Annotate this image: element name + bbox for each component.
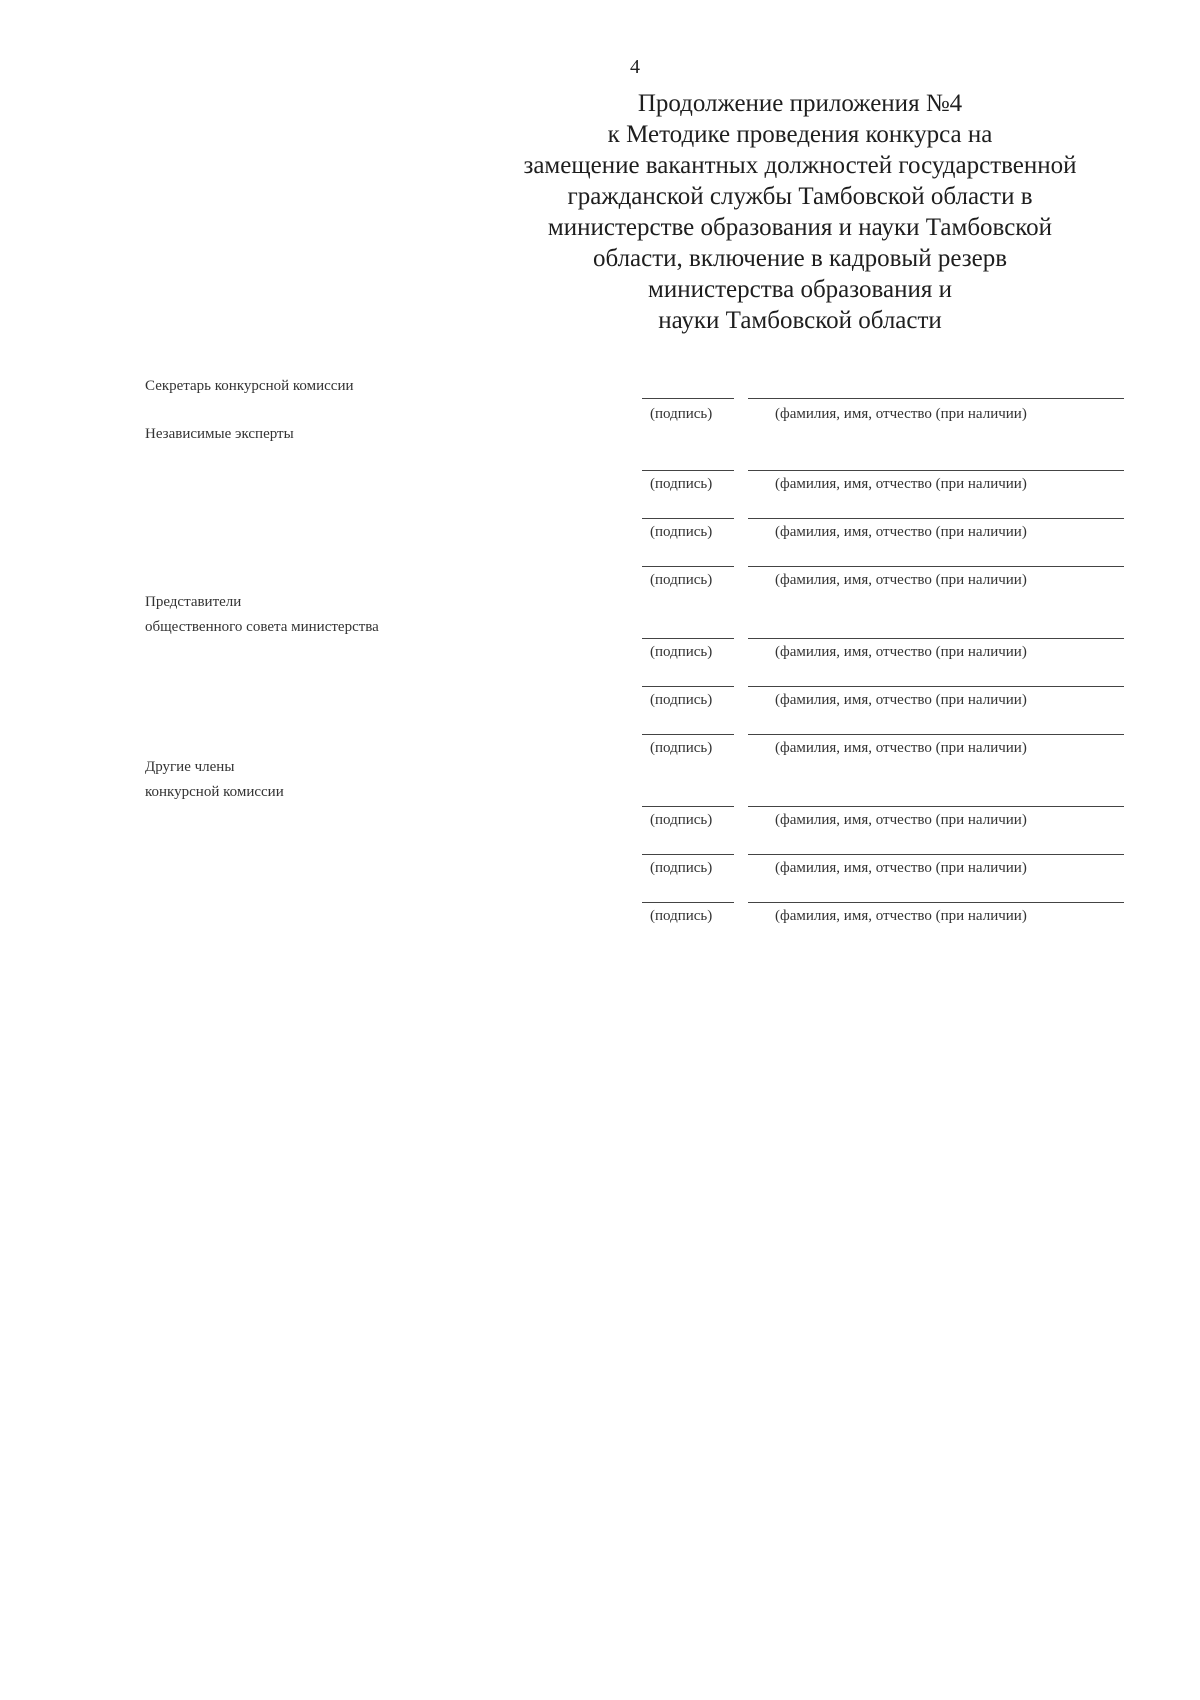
header-line: области, включение в кадровый резерв [592,245,1008,272]
signature-caption: (подпись) [650,524,713,540]
full-name-caption: (фамилия, имя, отчество (при наличии) [775,908,1027,924]
header-line: гражданской службы Тамбовской области в [567,183,1033,210]
signature-caption: (подпись) [650,812,713,828]
signature-line [642,686,734,687]
full-name-line [748,470,1124,471]
header-line: министерства образования и [648,276,952,303]
signature-caption: (подпись) [650,406,713,422]
full-name-caption: (фамилия, имя, отчество (при наличии) [775,644,1027,660]
full-name-line [748,734,1124,735]
header-line: к Методике проведения конкурса на [607,121,993,148]
full-name-line [748,854,1124,855]
secretary-label: Секретарь конкурсной комиссии [145,378,354,394]
full-name-line [748,566,1124,567]
independent-experts-label: Независимые эксперты [145,426,294,442]
full-name-caption: (фамилия, имя, отчество (при наличии) [775,476,1027,492]
signature-caption: (подпись) [650,476,713,492]
header-line: науки Тамбовской области [658,307,942,334]
signature-caption: (подпись) [650,740,713,756]
header-line: замещение вакантных должностей государственной [523,152,1077,179]
full-name-caption: (фамилия, имя, отчество (при наличии) [775,524,1027,540]
full-name-caption: (фамилия, имя, отчество (при наличии) [775,740,1027,756]
signature-line [642,902,734,903]
full-name-line [748,518,1124,519]
full-name-line [748,806,1124,807]
page-number: 4 [630,56,640,78]
header-line: Продолжение приложения №4 [637,90,963,117]
full-name-line [748,902,1124,903]
full-name-caption: (фамилия, имя, отчество (при наличии) [775,572,1027,588]
appendix-header [470,88,1130,336]
signature-line [642,470,734,471]
signature-line [642,638,734,639]
full-name-caption: (фамилия, имя, отчество (при наличии) [775,692,1027,708]
signature-line [642,566,734,567]
signature-line [642,518,734,519]
signature-caption: (подпись) [650,572,713,588]
signature-line [642,398,734,399]
signature-line [642,734,734,735]
signature-caption: (подпись) [650,692,713,708]
signature-caption: (подпись) [650,860,713,876]
signature-line [642,854,734,855]
full-name-line [748,398,1124,399]
signature-caption: (подпись) [650,644,713,660]
full-name-caption: (фамилия, имя, отчество (при наличии) [775,812,1027,828]
signature-line [642,806,734,807]
signature-caption: (подпись) [650,908,713,924]
header-line: министерстве образования и науки Тамбовской [547,214,1053,241]
full-name-caption: (фамилия, имя, отчество (при наличии) [775,860,1027,876]
full-name-line [748,638,1124,639]
full-name-line [748,686,1124,687]
other-members-label: Другие члены конкурсной комиссии [145,759,284,800]
full-name-caption: (фамилия, имя, отчество (при наличии) [775,406,1027,422]
public-council-representatives-label: Представители общественного совета министерства [145,594,379,635]
